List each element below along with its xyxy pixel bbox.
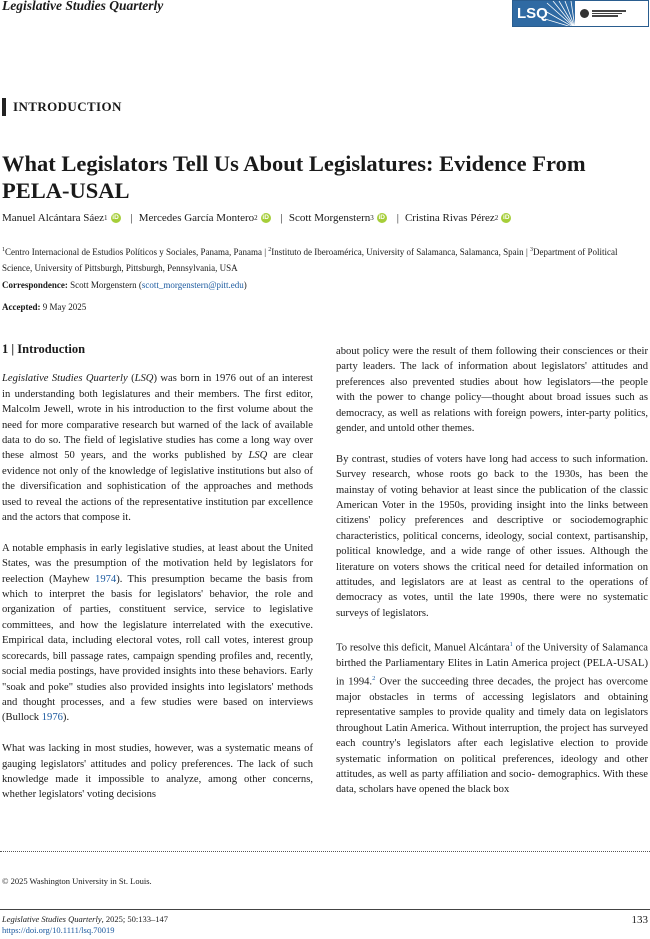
- section-tag-label: INTRODUCTION: [13, 99, 122, 114]
- paragraph: [2, 541, 313, 726]
- section-tag: [2, 98, 122, 116]
- affil-separator: |: [525, 247, 530, 257]
- orcid-icon[interactable]: iD: [112, 214, 119, 221]
- author-affil-sup: 1: [104, 214, 108, 222]
- text-run: (: [127, 373, 135, 385]
- affil-sup: 1: [2, 247, 5, 253]
- text-run: ) was born in 1976 out of an interest in understanding both legislatures and their members. The first editor, Malcolm Jewell, wrote in his introduction to the first volume about the need for more comparative research but warned of the lack of available data to do so. The field of legislative studies has come a long way over these almost 50 years, and the works published by: [2, 373, 313, 462]
- text-run: of the University of Salamanca birthed the Parliamentary Elites in Latin America project (PELA-USAL) in 1994.: [336, 642, 648, 688]
- author-separator: |: [280, 212, 283, 224]
- text-run: A notable emphasis in early legislative studies, at least about the United States, was the presumption of the motivation held by legislators for reelection (Mayhew: [2, 542, 313, 585]
- paragraph: [2, 371, 313, 525]
- citation-line: [2, 914, 168, 925]
- affiliation-1: Centro Internacional de Estudios Políticos y Sociales, Panama, Panama: [5, 247, 262, 257]
- affiliations: [2, 242, 642, 276]
- italic-text: LSQ: [134, 373, 154, 385]
- citation-link[interactable]: 1976: [41, 712, 63, 724]
- orcid-icon[interactable]: iD: [262, 214, 269, 221]
- body-column-left: [2, 342, 313, 818]
- affil-sup: 3: [530, 247, 533, 253]
- italic-text: Legislative Studies Quarterly: [2, 373, 128, 385]
- affiliation-3: Department of Political Science, University of Pittsburgh, Pittsburgh, Pennsylvania, USA: [2, 247, 618, 273]
- paragraph: about policy were the result of them following their consciences or their party leaders. The lack of information about legislators' attitudes and preferences also prevented studies about how legislators—the people with the power to change policy—thought about broad issues such as democracy, as well as relations with foreign powers, inter-party politics, gender, and untold other themes.: [336, 346, 648, 435]
- text-run: ).: [62, 712, 70, 724]
- author-name[interactable]: Cristina Rivas Pérez: [404, 212, 495, 224]
- section-heading: 1 | Introduction: [2, 342, 86, 356]
- correspondence: Correspondence: Scott Morgenstern (scott_morgenstern@pitt.edu): [2, 280, 247, 290]
- article-title: What Legislators Tell Us About Legislatures: Evidence From PELA-USAL: [2, 151, 586, 203]
- body-column-right: [336, 344, 648, 813]
- footer-rule: [0, 909, 650, 910]
- author-list: [2, 212, 515, 224]
- footnote-link[interactable]: 2: [372, 675, 376, 683]
- correspondence-email-link[interactable]: scott_morgenstern@pitt.edu: [141, 280, 244, 290]
- copyright-notice: © 2025 Washington University in St. Louis.: [2, 876, 152, 886]
- text-run: ). This presumption became the basis from which to interpret the basis for legislators' behavior, the role and organization of parties, constituent service, service to legislative committees, and how the legislature interrelated with the executive. Empirical data, including electoral votes, roll call votes, interest group scorecards, bill passage rates, campaign spending profiles and, recently, social media postings, have provided insights into these behaviors. Early "soak and poke" studies also provided insights into legislators' methods and thought processes, and a few studies were based on interviews (Bullock: [2, 573, 313, 724]
- text-run: To resolve this deficit, Manuel Alcántara: [336, 642, 510, 654]
- footnote-link[interactable]: 1: [509, 640, 513, 648]
- page-number: 133: [631, 914, 648, 926]
- citation-link[interactable]: 1974: [95, 573, 117, 585]
- author-affil-sup: 2: [254, 214, 258, 222]
- footnote-divider: [0, 851, 650, 852]
- journal-title: Legislative Studies Quarterly: [2, 0, 164, 13]
- author-separator: |: [396, 212, 399, 224]
- text-run: Over the succeeding three decades, the project has overcome major obstacles in terms of accessing legislators and obtaining representative samples to provide quality and timely data on legislators throughout Latin America. Without interruption, the project has surveyed each country's legislators after each legislative election to provide systematic information on political preferences, ideology and other attitudes, as well as party affiliation and socio- demographics. With these data, scholars have opened the black box: [336, 676, 648, 796]
- citation-volume: , 2025; 50:133–147: [101, 914, 168, 924]
- section-tag-bar: [2, 98, 6, 116]
- paragraph: By contrast, studies of voters have long had access to such information. Survey research, whose roots go back to the 1930s, has been the mainstay of voting behavior at least since the publication of the classic American Voter in the 1950s, providing insight into the links between citizens' policy preferences and descriptive or sociodemographic characteristics, political concerns, ideology, social context, partisanship, political knowledge, and a wide range of other issues. Although the literature on voters shows the critical need for detailed information on attitudes, and legislators are at least as central to the operations of democracy as votes, until the late 1990s, there were no systematic surveys of legislators.: [336, 453, 648, 619]
- lsq-logo-text: LSQ: [517, 5, 548, 22]
- citation-journal: Legislative Studies Quarterly: [2, 914, 102, 924]
- washu-logo: [575, 1, 648, 26]
- author-name[interactable]: Mercedes García Montero: [138, 212, 255, 224]
- university-wordmark-icon: [592, 10, 626, 17]
- author-affil-sup: 2: [494, 214, 499, 222]
- affil-sup: 2: [268, 247, 272, 253]
- university-seal-icon: [580, 9, 589, 18]
- paragraph: What was lacking in most studies, however, was a systematic means of gauging legislators' attitudes and policy preferences. The lack of such knowledge made it impossible to analyze, among other concerns, whether legislators' voting decisions: [2, 743, 313, 801]
- orcid-icon[interactable]: iD: [378, 214, 385, 221]
- author-name[interactable]: Manuel Alcántara Sáez: [2, 212, 105, 224]
- correspondence-label: Correspondence:: [2, 280, 68, 290]
- author-separator: |: [130, 212, 133, 224]
- correspondence-name: Scott Morgenstern: [70, 280, 137, 290]
- affiliation-2: Instituto de Iberoamérica, University of Salamanca, Salamanca, Spain: [271, 247, 524, 257]
- author-affil-sup: 3: [370, 214, 374, 222]
- accepted-label: Accepted:: [2, 302, 41, 312]
- italic-text: LSQ: [248, 450, 268, 462]
- orcid-icon[interactable]: iD: [503, 214, 510, 221]
- text-run: are clear evidence not only of the knowledge of legislative institutions but also of the diversification and sophistication of the approaches and methods used to reveal the actions of the representative institution par excellence and the actors that compose it.: [2, 450, 313, 524]
- affil-separator: |: [264, 247, 269, 257]
- lsq-logo-mark: [513, 1, 575, 26]
- paragraph: [336, 637, 648, 798]
- logo-rays-icon: [545, 1, 575, 26]
- accepted-date: [2, 302, 86, 312]
- author-name[interactable]: Scott Morgenstern: [288, 212, 371, 224]
- accepted-value: 9 May 2025: [42, 302, 87, 312]
- lsq-logo: [512, 0, 649, 27]
- doi-link[interactable]: https://doi.org/10.1111/lsq.70019: [2, 925, 115, 935]
- citation-block: [2, 914, 168, 936]
